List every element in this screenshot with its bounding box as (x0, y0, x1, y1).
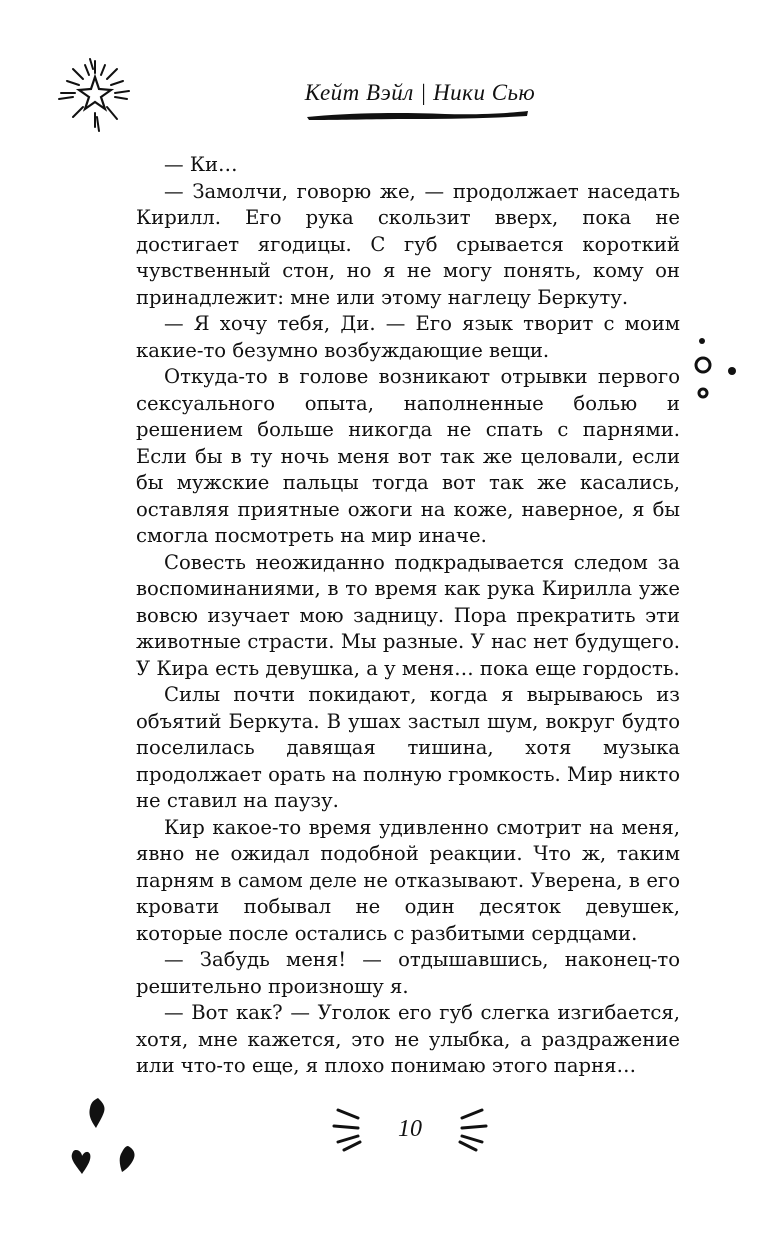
hearts-decoration-icon (68, 1098, 143, 1183)
paragraph: — Забудь меня! — отдышавшись, наконец-то решительно произношу я. (136, 948, 680, 998)
paragraph: — Я хочу тебя, Ди. — Его язык творит с моим какие-то безумно возбуждающие вещи. (136, 312, 680, 362)
brush-stroke-underline (305, 108, 530, 122)
page-number-block (330, 1104, 490, 1154)
paragraph: Кир какое-то время удивленно смотрит на меня, явно не ожидал подобной реакции. Что ж, таким парням в самом деле не отказывают. Уверена, в его кровати побывал не один десяток девушек, которые после остались с разбитыми сердцами. (136, 815, 680, 945)
page-body-text (136, 152, 680, 1080)
paragraph: — Замолчи, говорю же, — продолжает наседать Кирилл. Его рука скользит вверх, пока не достигает ягодицы. С губ срывается короткий чувственный стон, но я не могу понять, кому он принадлежит: мне или этому наглецу Беркуту. (136, 179, 680, 309)
paragraph: Силы почти покидают, когда я вырываюсь из объятий Беркута. В ушах застыл шум, вокруг будто поселилась давящая тишина, хотя музыка продолжает орать на полную громкость. Мир никто не ставил на паузу. (136, 683, 680, 812)
dots-decoration-icon (694, 335, 744, 405)
running-title: Кейт Вэйл | Ники Сью (304, 80, 536, 105)
sparkle-star-icon (55, 55, 135, 135)
paragraph: — Вот как? — Уголок его губ слегка изгибается, хотя, мне кажется, это не улыбка, а раздражение или что-то еще, я плохо понимаю этого парня… (136, 1001, 680, 1077)
page-number: 10 (398, 1116, 422, 1142)
paragraph: — Ки… (164, 153, 238, 176)
paragraph: Откуда-то в голове возникают отрывки первого сексуального опыта, наполненные болью и решением больше никогда не спать с парнями. Если бы в ту ночь меня вот так же целовали, если бы мужские пальцы тогда вот так же касались, оставляя приятные ожоги на коже, наверное, я бы смогла посмотреть на мир иначе. (136, 365, 680, 547)
paragraph: Совесть неожиданно подкрадывается следом за воспоминаниями, в то время как рука Кирилла уже вовсю изучает мою задницу. Пора прекратить эти животные страсти. Мы разные. У нас нет будущего. У Кира есть девушка, а у меня… пока еще гордость. (136, 550, 680, 680)
